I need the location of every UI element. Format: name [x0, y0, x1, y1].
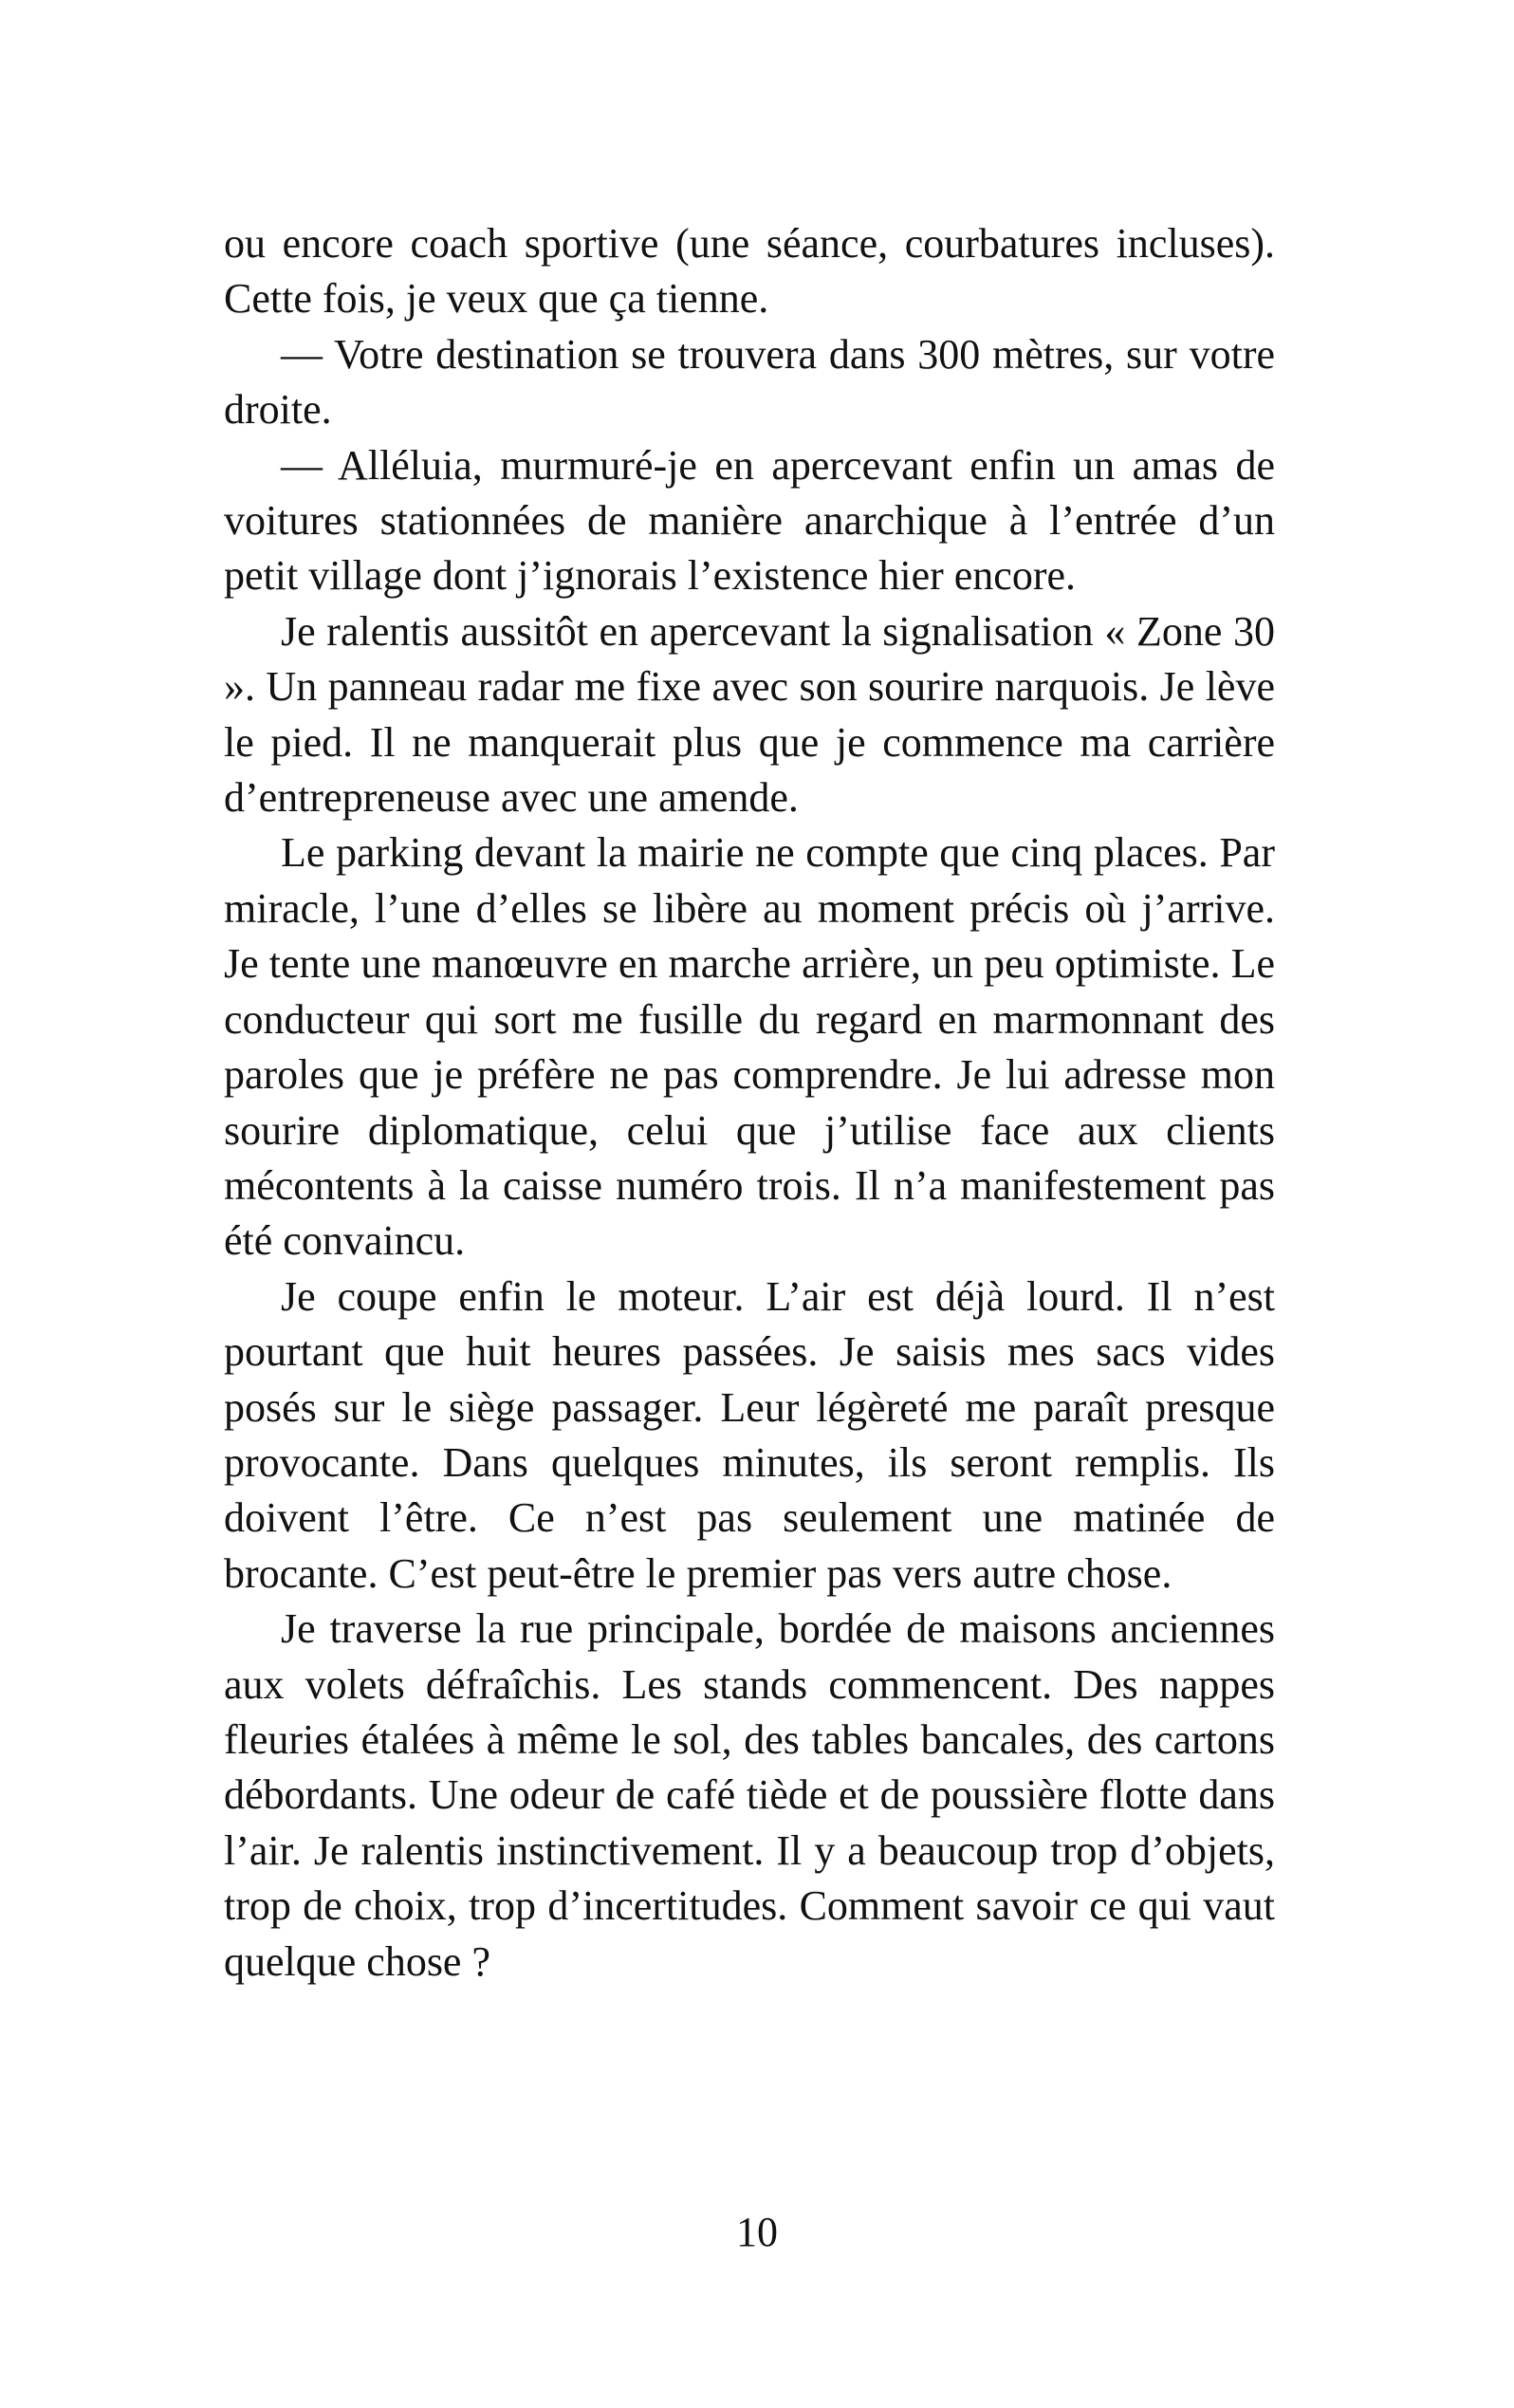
paragraph-7: Je traverse la rue principale, bordée de maisons anciennes aux volets défraîchis. Les stands commencent. Des nappes fleuries étalées à même le sol, des tables bancales, des cartons débordants. Une odeur de café tiède et de poussière flotte dans l’air. Je ralentis instinctivement. Il y a beaucoup trop d’objets, trop de choix, trop d’incertitudes. Comment savoir ce qui vaut quelque chose ? — [224, 1605, 1275, 1985]
paragraph-4: Je ralentis aussitôt en apercevant la signalisation « Zone 30 ». Un panneau radar me fixe avec son sourire narquois. Je lève le pied. Il ne manquerait plus que je commence ma carrière d’entrepreneuse avec une amende. — [224, 607, 1275, 822]
page-number: 10 — [736, 2209, 778, 2255]
paragraph-5: Le parking devant la mairie ne compte que cinq places. Par miracle, l’une d’elles se libère au moment précis où j’arrive. Je tente une manœuvre en marche arrière, un peu optimiste. Le conducteur qui sort me fusille du regard en marmonnant des paroles que je préfère ne pas comprendre. Je lui adresse mon sourire diplomatique, celui que j’utilise face aux clients mécontents à la caisse numéro trois. Il n’a manifestement pas été convaincu. — [224, 829, 1275, 1265]
paragraph-3: — Alléluia, murmuré-je en apercevant enfin un amas de voitures stationnées de manière anarchique à l’entrée d’un petit village dont j’ignorais l’existence hier encore. — [224, 441, 1275, 600]
body-text — [224, 216, 1275, 1990]
paragraph-6: Je coupe enfin le moteur. L’air est déjà lourd. Il n’est pourtant que huit heures passées. Je saisis mes sacs vides posés sur le siège passager. Leur légèreté me paraît presque provocante. Dans quelques minutes, ils seront remplis. Ils doivent l’être. Ce n’est pas seulement une matinée de brocante. C’est peut-être le premier pas vers autre chose. — [224, 1272, 1275, 1597]
paragraph-1: ou encore coach sportive (une séance, courbatures incluses). Cette fois, je veux que ça tienne. — [224, 220, 1275, 323]
paragraph-2: — Votre destination se trouvera dans 300 mètres, sur votre droite. — [224, 330, 1275, 434]
